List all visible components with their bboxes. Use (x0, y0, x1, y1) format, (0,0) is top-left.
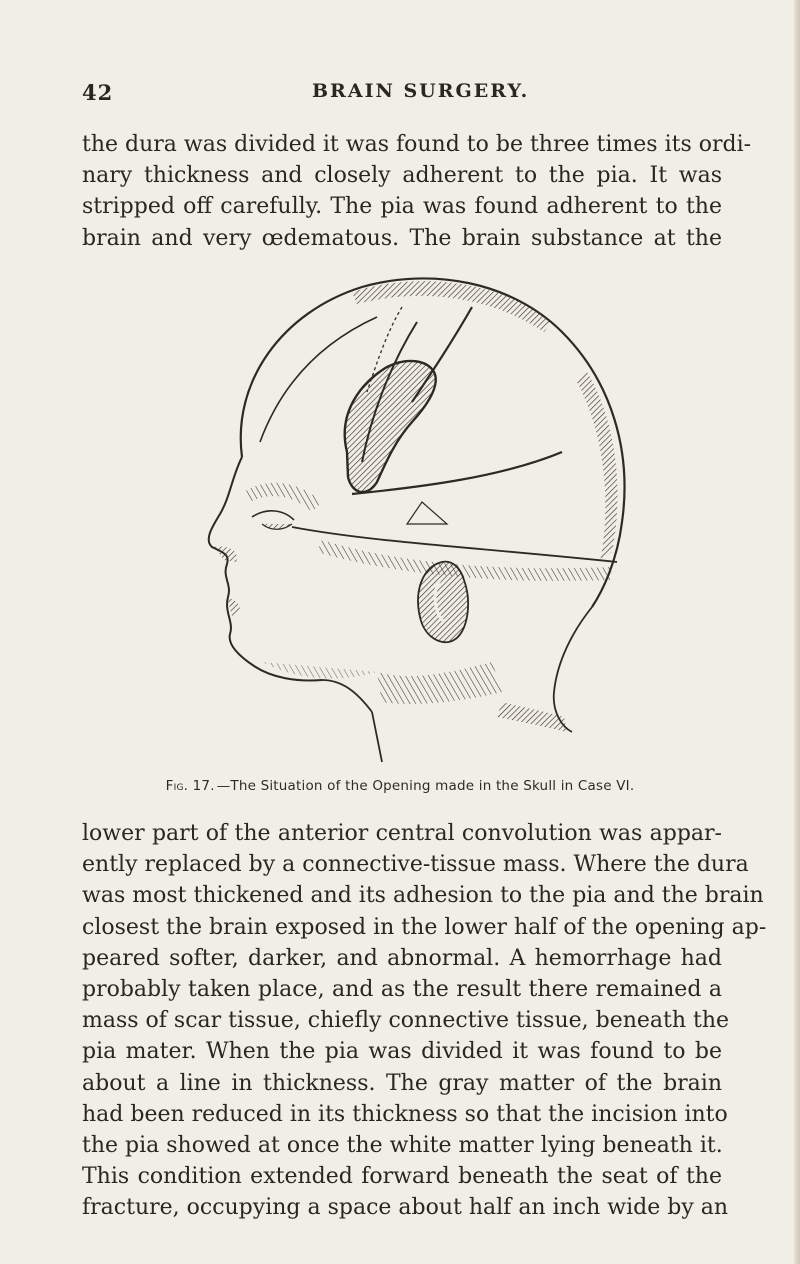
figure-caption (0, 778, 800, 794)
text-line: brain and very œdematous. The brain substance at the (82, 225, 722, 251)
text-line: This condition extended forward beneath the seat of the (82, 1164, 722, 1190)
text-line: fracture, occupying a space about half an inch wide by an (82, 1195, 729, 1221)
text-line: nary thickness and closely adherent to the pia. It was (82, 163, 722, 189)
figure-caption-text: —The Situation of the Opening made in the Skull in Case VI. (216, 778, 635, 794)
text-line: had been reduced in its thickness so that the incision into (82, 1101, 728, 1127)
running-title: BRAIN SURGERY. (312, 80, 530, 102)
text-line: was most thickened and its adhesion to the pia and the brain (82, 883, 764, 909)
text-line: mass of scar tissue, chiefly connective tissue, beneath the (82, 1008, 730, 1034)
text-line: closest the brain exposed in the lower half of the opening ap- (82, 914, 767, 940)
text-line: pia mater. When the pia was divided it was found to be (82, 1039, 722, 1065)
text-line: about a line in thickness. The gray matter of the brain (82, 1070, 722, 1096)
paragraph-top (82, 129, 752, 254)
text-line: stripped off carefully. The pia was found adherent to the (82, 194, 722, 220)
text-line: probably taken place, and as the result there remained a (82, 976, 722, 1002)
skull-opening (345, 361, 436, 492)
page-header (82, 80, 722, 110)
text-line: peared softer, darker, and abnormal. A hemorrhage had (82, 945, 722, 971)
figure-label: Fig. 17. (165, 778, 215, 794)
page-number: 42 (82, 80, 114, 105)
head-skull-illustration (172, 262, 642, 770)
text-line: the dura was divided it was found to be three times its ordi- (82, 132, 752, 157)
paragraph-bottom (82, 818, 767, 1223)
page-edge (794, 0, 800, 1264)
text-line: lower part of the anterior central convolution was appar- (82, 821, 722, 846)
ear (418, 562, 468, 643)
text-line: ently replaced by a connective-tissue mass. Where the dura (82, 852, 749, 878)
text-line: the pia showed at once the white matter lying beneath it. (82, 1132, 723, 1158)
